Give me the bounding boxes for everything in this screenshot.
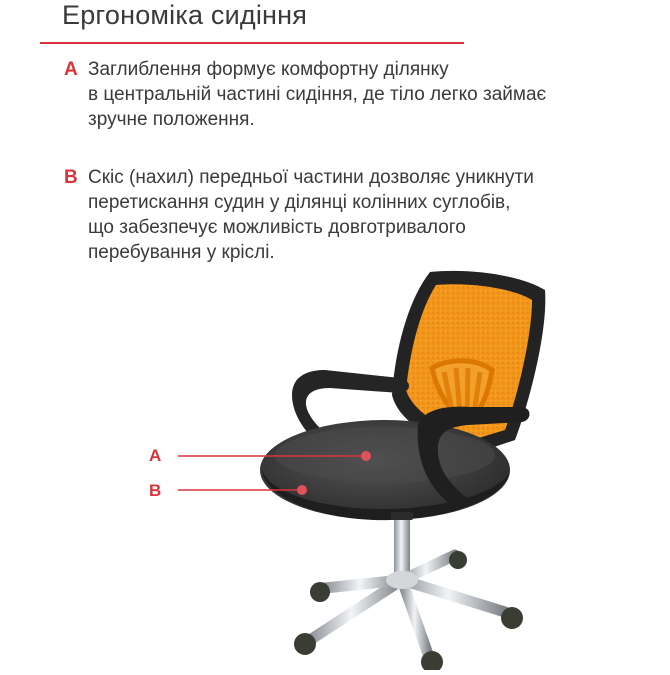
gas-lift bbox=[394, 515, 410, 577]
point-letter-b: B bbox=[64, 167, 78, 188]
callout-label-b: B bbox=[149, 481, 162, 500]
point-letter-a: A bbox=[64, 59, 78, 80]
point-b-line-4: перебування у кріслі. bbox=[88, 242, 275, 263]
callout-label-a: A bbox=[149, 446, 162, 465]
point-a-line-2: в центральній частині сидіння, де тіло легко займає bbox=[88, 84, 547, 105]
callout-dot-b bbox=[297, 485, 307, 495]
callout-dot-a bbox=[361, 451, 371, 461]
point-b-line-2: перетискання судин у ділянці колінних суглобів, bbox=[88, 192, 511, 213]
point-a-line-3: зручне положення. bbox=[88, 109, 255, 130]
page-title: Ергономіка сидіння bbox=[62, 0, 308, 30]
point-b-line-1: Скіс (нахил) передньої частини дозволяє уникнути bbox=[88, 167, 534, 188]
point-b-line-3: що забезпечує можливість довготривалого bbox=[88, 217, 466, 238]
point-a-line-1: Заглиблення формує комфортну ділянку bbox=[88, 59, 449, 80]
